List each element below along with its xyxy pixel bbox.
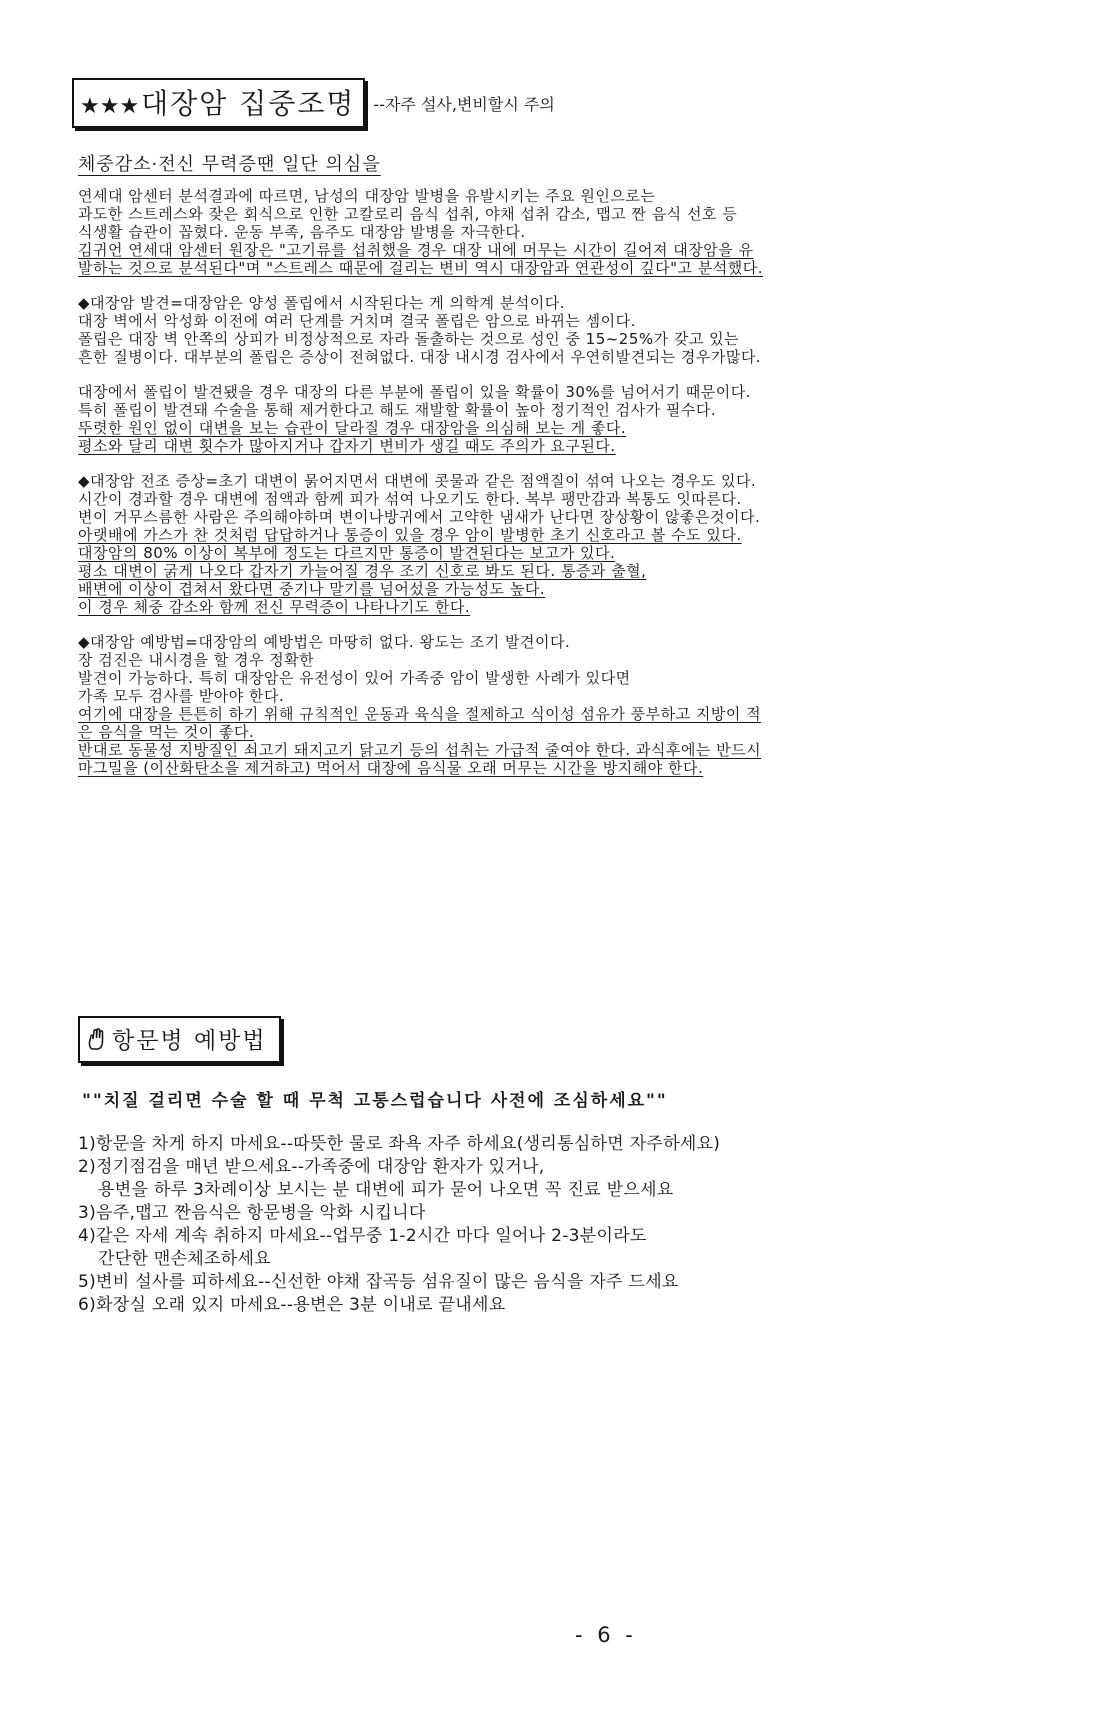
text-line: 특히 폴립이 발견돼 수술을 통해 제거한다고 해도 재발할 확률이 높아 정기적인 검사가 필수다.	[78, 401, 717, 419]
section2-title: 항문병 예방법	[112, 1028, 267, 1054]
text-line: 평소와 달리 대변 횟수가 많아지거나 갑자기 변비가 생길 때도 주의가 요구된다.	[78, 437, 616, 455]
text-line: 변이 거무스름한 사람은 주의해야하며 변이나방귀에서 고약한 냄새가 난다면 장상황이 않좋은것이다.	[78, 508, 761, 526]
text-line: 이 경우 체중 감소와 함께 전신 무력증이 나타나기도 한다.	[78, 598, 471, 616]
page-number: - 6 -	[575, 1623, 637, 1647]
text-line: 흔한 질병이다. 대부분의 폴립은 증상이 전혀없다. 대장 내시경 검사에서 우연히발견되는 경우가많다.	[78, 348, 762, 366]
text-line: 발하는 것으로 분석된다"며 "스트레스 때문에 걸리는 변비 역시 대장암과 연관성이 깊다"고 분석했다.	[78, 259, 764, 277]
list-item: 용변을 하루 3차례이상 보시는 분 대변에 피가 묻어 나오면 꼭 진료 받으세요	[98, 1180, 674, 1200]
stars-icon: ★★★	[80, 94, 140, 119]
text-line: 장 검진은 내시경을 할 경우 정확한	[78, 651, 315, 669]
text-line: 폴립은 대장 벽 안쪽의 상피가 비정상적으로 자라 돌출하는 것으로 성인 중 15~25%가 갖고 있는	[78, 330, 740, 348]
list-item: 5)변비 설사를 피하세요--신선한 야채 잡곡등 섬유질이 많은 음식을 자주 드세요	[78, 1272, 679, 1292]
text-line: 대장 벽에서 악성화 이전에 여러 단계를 거치며 결국 폴립은 암으로 바뀌는 셈이다.	[78, 312, 636, 330]
list-item: 간단한 맨손체조하세요	[98, 1249, 271, 1269]
text-line: 대장에서 폴립이 발견됐을 경우 대장의 다른 부분에 폴립이 있을 확률이 30%를 넘어서기 때문이다.	[78, 383, 751, 401]
paragraph-gap	[78, 366, 978, 383]
text-line: 은 음식을 먹는 것이 좋다.	[78, 723, 255, 741]
list-item: 4)같은 자세 계속 취하지 마세요--업무중 1-2시간 마다 일어나 2-3분이라도	[78, 1226, 647, 1246]
text-line: 식생활 습관이 꼽혔다. 운동 부족, 음주도 대장암 발병을 자극한다.	[78, 223, 526, 241]
text-line: 뚜렷한 원인 없이 대변을 보는 습관이 달라질 경우 대장암을 의심해 보는 게 좋다.	[78, 419, 627, 437]
text-line: 반대로 동물성 지방질인 쇠고기 돼지고기 닭고기 등의 섭취는 가급적 줄여야 한다. 과식후에는 반드시	[78, 741, 762, 759]
paragraph-gap	[78, 616, 978, 633]
text-line: 배변에 이상이 겹쳐서 왔다면 중기나 말기를 넘어섰을 가능성도 높다.	[78, 580, 546, 598]
list-item: 3)음주,맵고 짠음식은 항문병을 악화 시킵니다	[78, 1203, 426, 1223]
text-line: 과도한 스트레스와 잦은 회식으로 인한 고칼로리 음식 섭취, 야채 섭취 감소, 맵고 짠 음식 선호 등	[78, 205, 738, 223]
paragraph-gap	[78, 455, 978, 472]
prevention-list	[78, 1133, 978, 1317]
paragraph-gap	[78, 277, 978, 294]
warning-quote: ""치질 걸리면 수술 할 때 무척 고통스럽습니다 사전에 조심하세요""	[82, 1091, 668, 1111]
text-line: 아랫배에 가스가 찬 것처럼 답답하거나 통증이 있을 경우 암이 발병한 초기 신호라고 볼 수도 있다.	[78, 526, 742, 544]
title-box	[72, 78, 365, 128]
hand-pointing-icon	[86, 1027, 108, 1051]
list-item: 1)항문을 차게 하지 마세요--따뜻한 물로 좌욕 자주 하세요(생리통심하면 자주하세요)	[78, 1134, 721, 1154]
page-title: 대장암 집중조명	[141, 87, 356, 120]
title-row	[72, 78, 555, 128]
list-item: 6)화장실 오래 있지 마세요--용변은 3분 이내로 끝내세요	[78, 1295, 506, 1315]
text-line: 대장암의 80% 이상이 복부에 정도는 다르지만 통증이 발견된다는 보고가 있다.	[78, 544, 616, 562]
text-line: 마그밀을 (이산화탄소을 제거하고) 먹어서 대장에 음식물 오래 머무는 시간을 방지해야 한다.	[78, 759, 704, 777]
text-line: ◆대장암 발견=대장암은 양성 폴립에서 시작된다는 게 의학계 분석이다.	[78, 294, 565, 312]
text-line: 평소 대변이 굵게 나오다 갑자기 가늘어질 경우 조기 신호로 봐도 된다. 통증과 출혈,	[78, 562, 647, 580]
section2-title-box	[78, 1016, 281, 1063]
list-item: 2)정기점검을 매년 받으세요--가족중에 대장암 환자가 있거나,	[78, 1157, 545, 1177]
text-line: ◆대장암 예방법=대장암의 예방법은 마땅히 없다. 왕도는 조기 발견이다.	[78, 633, 571, 651]
text-line: 연세대 암센터 분석결과에 따르면, 남성의 대장암 발병을 유발시키는 주요 원인으로는	[78, 187, 656, 205]
text-line: ◆대장암 전조 증상=초기 대변이 묽어지면서 대변에 콧물과 같은 점액질이 섞여 나오는 경우도 있다.	[78, 472, 757, 490]
subtitle: 체중감소·전신 무력증땐 일단 의심을	[78, 154, 381, 175]
text-line: 김귀언 연세대 암센터 원장은 "고기류를 섭취했을 경우 대장 내에 머무는 시간이 길어져 대장암을 유	[78, 241, 754, 259]
body-text	[78, 187, 978, 777]
text-line: 발견이 가능하다. 특히 대장암은 유전성이 있어 가족중 암이 발생한 사례가 있다면	[78, 669, 631, 687]
title-suffix: --자주 설사,변비할시 주의	[373, 94, 555, 114]
text-line: 여기에 대장을 튼튼히 하기 위해 규칙적인 운동과 육식을 절제하고 식이성 섬유가 풍부하고 지방이 적	[78, 705, 762, 723]
text-line: 시간이 경과할 경우 대변에 점액과 함께 피가 섞여 나오기도 한다. 복부 팽만감과 복통도 잇따른다.	[78, 490, 742, 508]
text-line: 가족 모두 검사를 받아야 한다.	[78, 687, 285, 705]
